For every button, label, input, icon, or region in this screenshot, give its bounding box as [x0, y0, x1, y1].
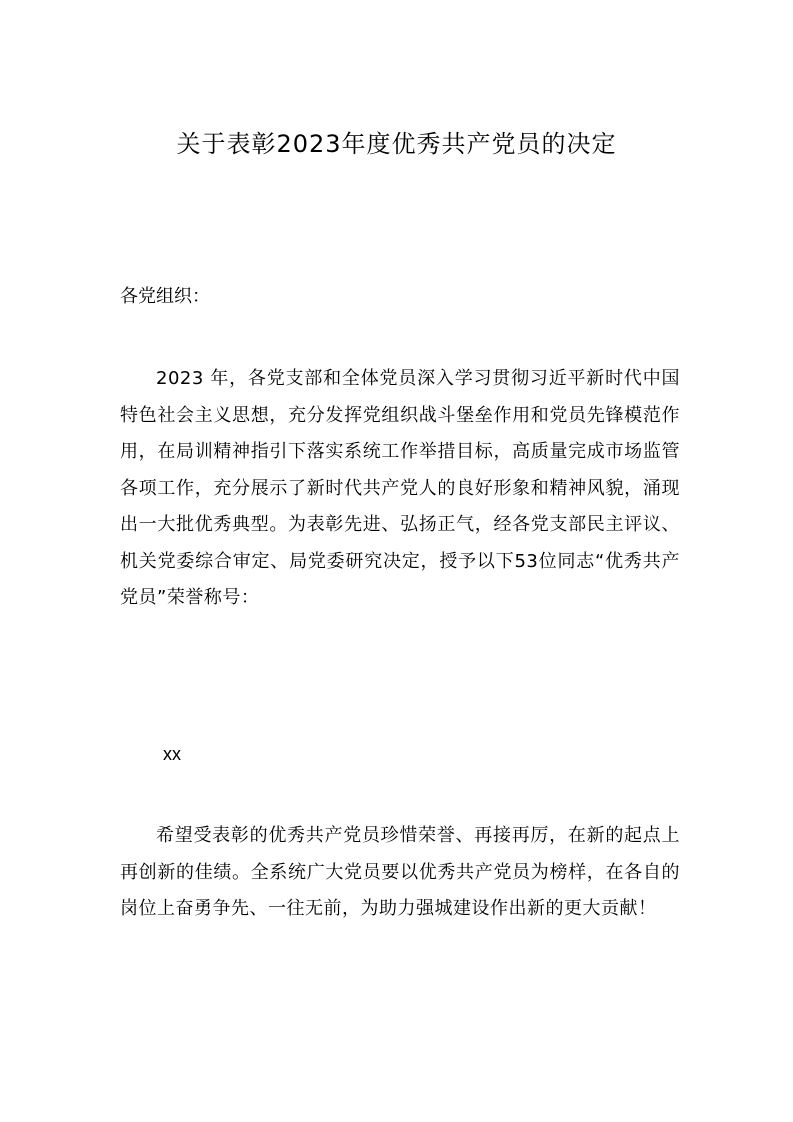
body-paragraph-closing: 希望受表彰的优秀共产党员珍惜荣誉、再接再厉，在新的起点上再创新的佳绩。全系统广大党员要以优秀共产党员为榜样，在各自的岗位上奋勇争先、一往无前，为助力强城建设作出新的更大贡献！ — [120, 825, 680, 919]
salutation: 各党组织： — [120, 286, 210, 307]
honoree-names-placeholder: xx — [163, 744, 181, 764]
document-title: 关于表彰2023年度优秀共产党员的决定 — [176, 130, 617, 158]
body-paragraph-commendation: 2023 年，各党支部和全体党员深入学习贯彻习近平新时代中国特色社会主义思想，充分发挥党组织战斗堡垒作用和党员先锋模范作用，在局训精神指引下落实系统工作举措目标，高质量完成市场监管各项工作，充分展示了新时代共产党人的良好形象和精神风貌，涌现出一大批优秀典型。为表彰先进、弘扬正气，经各党支部民主评议、机关党委综合审定、局党委研究决定，授予以下53位同志“优秀共产党员”荣誉称号： — [120, 368, 680, 608]
